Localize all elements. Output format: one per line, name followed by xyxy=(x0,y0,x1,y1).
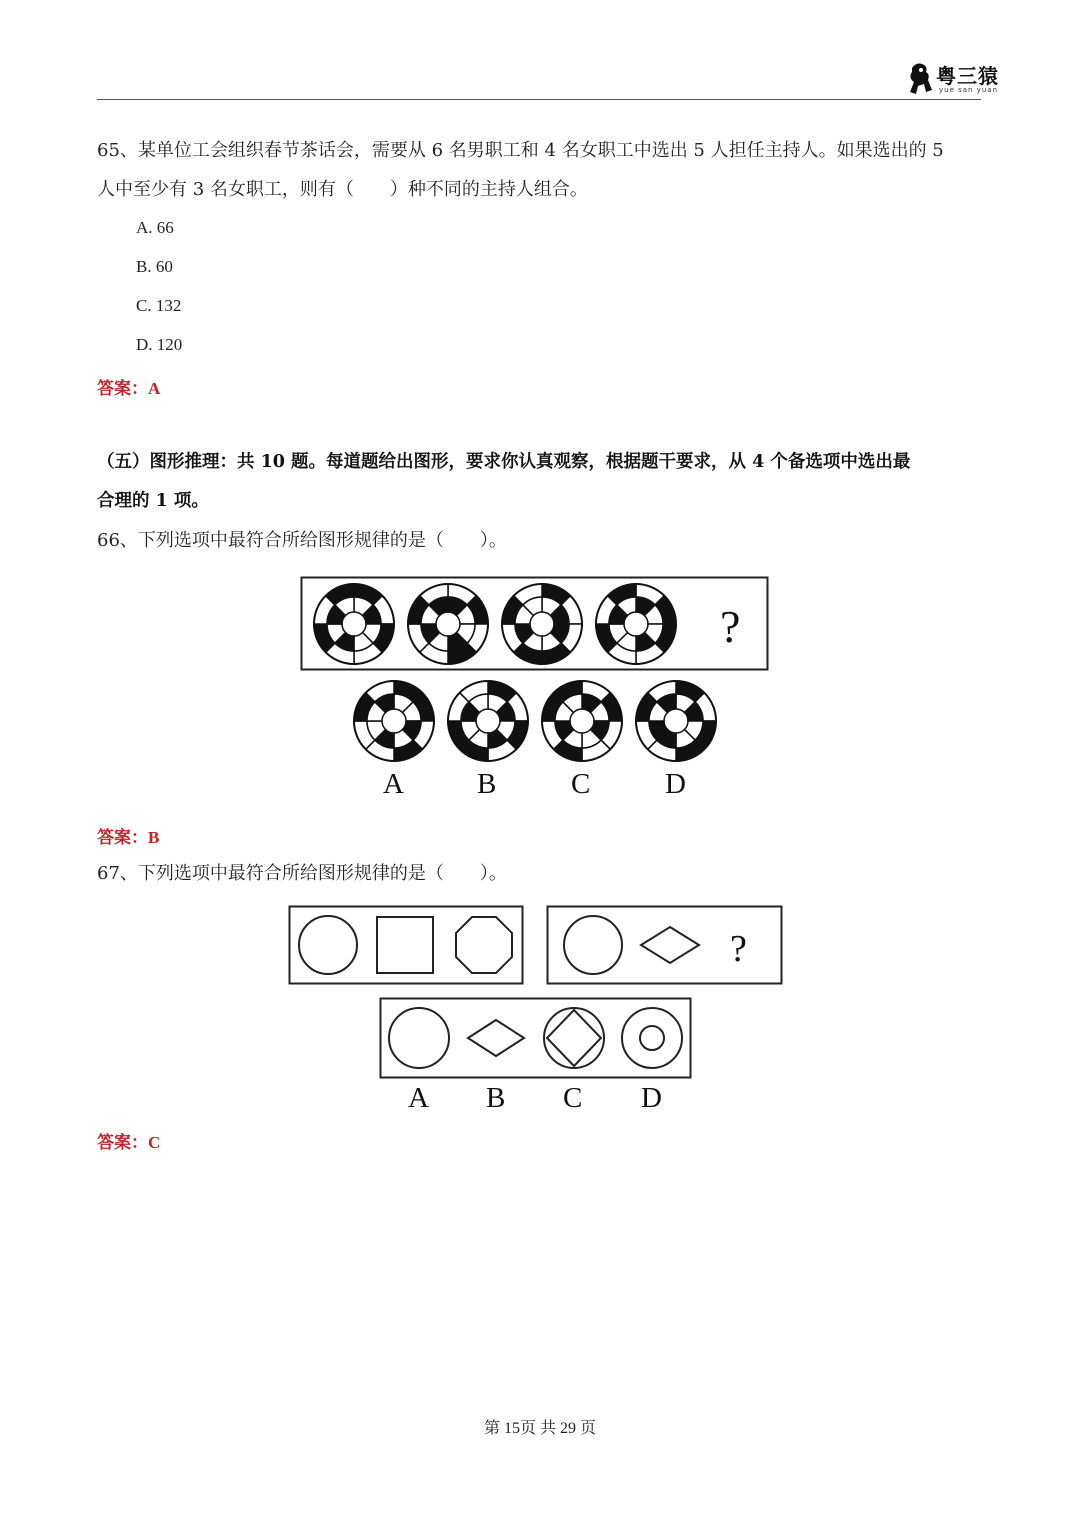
q66-answer: 答案：B xyxy=(97,828,160,847)
q67-label-a: A xyxy=(408,1082,429,1114)
q67-label-d: D xyxy=(641,1082,662,1114)
q65-option-c: C. 132 xyxy=(136,296,182,315)
q67-label-c: C xyxy=(563,1082,583,1114)
q65-option-b: B. 60 xyxy=(136,257,173,276)
q67-option-a-shape xyxy=(389,1008,449,1068)
q67-stem: 67、下列选项中最符合所给图形规律的是（ ）。 xyxy=(97,863,507,884)
q66-option-wheel-a xyxy=(354,681,434,761)
q67-diamond-shape xyxy=(641,927,699,963)
q66-stem: 66、下列选项中最符合所给图形规律的是（ ）。 xyxy=(97,530,507,551)
brand-name: 粤三猿 xyxy=(936,64,999,88)
q66-label-c: C xyxy=(571,768,591,800)
q67-options-figure xyxy=(379,997,692,1079)
q67-circle-shape xyxy=(299,916,357,974)
q65-answer: 答案：A xyxy=(97,379,161,398)
q66-label-a: A xyxy=(383,768,404,800)
section5-heading-line1: （五）图形推理：共 10 题。每道题给出图形，要求你认真观察，根据题干要求，从 4 个备选项中选出最 xyxy=(97,452,911,472)
q67-question-mark: ? xyxy=(730,928,747,970)
q67-square-shape xyxy=(377,917,433,973)
section5-heading-line2: 合理的 1 项。 xyxy=(97,491,209,511)
q66-label-d: D xyxy=(665,768,686,800)
page-number: 第 15页 共 29 页 xyxy=(483,1420,596,1437)
q67-octagon-shape xyxy=(456,917,512,973)
q66-stem-wheel-4 xyxy=(596,584,676,664)
q65-option-a: A. 66 xyxy=(136,218,174,237)
q66-stem-wheel-3 xyxy=(502,584,582,664)
q67-circle-shape xyxy=(564,916,622,974)
q66-option-wheel-d xyxy=(636,681,716,761)
q67-answer: 答案：C xyxy=(97,1133,161,1152)
q66-stem-wheel-1 xyxy=(314,584,394,664)
q66-stem-figure xyxy=(300,576,770,672)
q65-stem-line2: 人中至少有 3 名女职工，则有（ ）种不同的主持人组合。 xyxy=(97,179,588,200)
q66-option-wheel-c xyxy=(542,681,622,761)
q67-label-b: B xyxy=(486,1082,506,1114)
q65-stem-line1: 65、某单位工会组织春节茶话会，需要从 6 名男职工和 4 名女职工中选出 5 人担任主持人。如果选出的 5 xyxy=(97,140,944,161)
q66-options-figure xyxy=(345,676,735,766)
header-divider xyxy=(97,99,981,100)
q67-stem-figure-left xyxy=(288,905,524,985)
q67-option-c-shape xyxy=(544,1008,604,1068)
q66-label-b: B xyxy=(477,768,497,800)
brand-pinyin: yue san yuan xyxy=(939,86,999,94)
q67-stem-figure-right xyxy=(546,905,783,985)
q65-option-d: D. 120 xyxy=(136,335,183,354)
q67-option-d-shape xyxy=(622,1008,682,1068)
q66-stem-wheel-2 xyxy=(408,584,488,664)
q66-option-wheel-b xyxy=(448,681,528,761)
q67-option-b-shape xyxy=(468,1020,524,1056)
q66-question-mark: ? xyxy=(720,601,741,652)
